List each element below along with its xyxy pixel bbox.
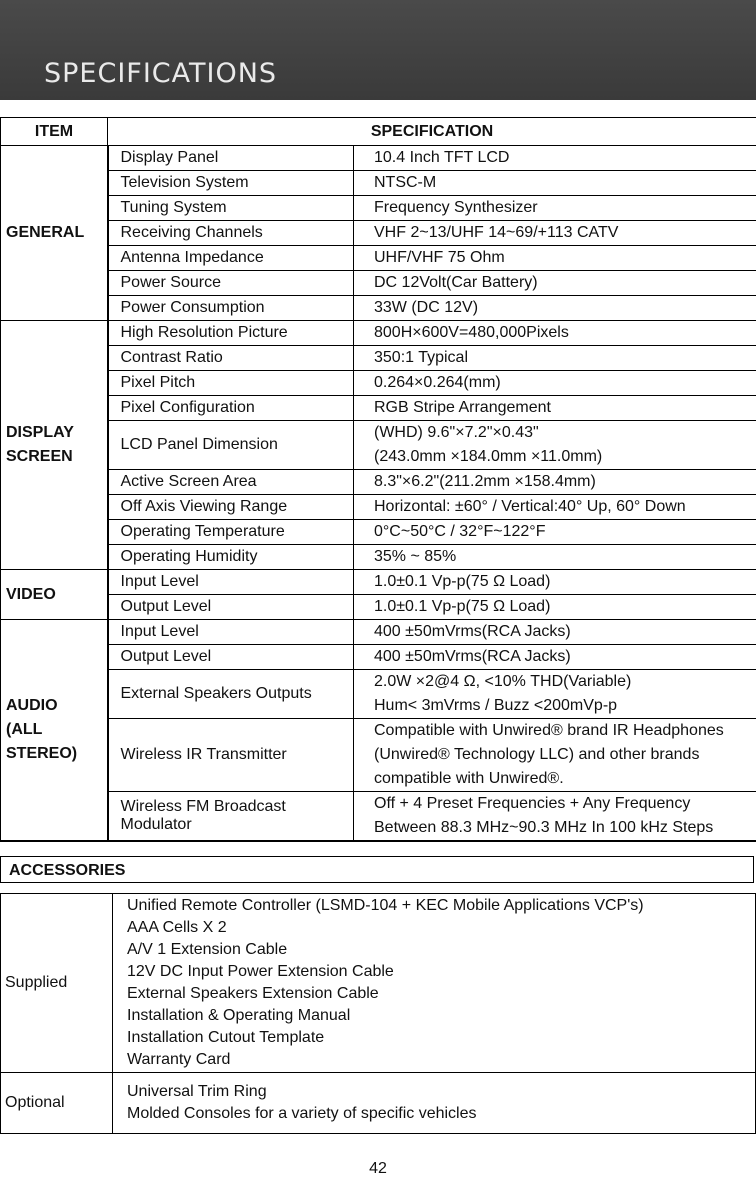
accessory-item: Universal Trim Ring <box>127 1083 267 1100</box>
spec-group-label <box>1 570 108 620</box>
spec-row <box>1 421 756 470</box>
spec-value <box>354 321 756 346</box>
spec-group-label <box>1 321 108 570</box>
spec-name: Power Consumption <box>108 296 354 321</box>
spec-value-line: 800H×600V=480,000Pixels <box>374 324 569 341</box>
group-label-line: STEREO) <box>6 745 78 762</box>
accessory-item: Warranty Card <box>127 1051 231 1068</box>
spec-name: Input Level <box>108 620 354 645</box>
spec-value-line: 33W (DC 12V) <box>374 299 479 316</box>
spec-row <box>1 296 756 321</box>
spec-row <box>1 495 756 520</box>
spec-value-line: 0°C~50°C / 32°F~122°F <box>374 523 546 540</box>
spec-value <box>354 792 756 842</box>
spec-value-line: Hum< 3mVrms / Buzz <200mVp-p <box>374 697 618 714</box>
spec-value-line: 1.0±0.1 Vp-p(75 Ω Load) <box>374 573 551 590</box>
spec-value <box>354 221 756 246</box>
col-item-header: ITEM <box>1 118 108 146</box>
page-number: 42 <box>369 1160 387 1177</box>
spec-value <box>354 146 756 171</box>
accessory-item: Molded Consoles for a variety of specific vehicles <box>127 1105 477 1122</box>
group-label-line: GENERAL <box>6 224 85 241</box>
spec-value <box>354 421 756 470</box>
spec-row <box>1 246 756 271</box>
spec-name: Output Level <box>108 595 354 620</box>
spec-value <box>354 620 756 645</box>
spec-value <box>354 645 756 670</box>
spec-row <box>1 645 756 670</box>
spec-name: Receiving Channels <box>108 221 354 246</box>
spec-value <box>354 271 756 296</box>
spec-value <box>354 296 756 321</box>
spec-value-line: (243.0mm ×184.0mm ×11.0mm) <box>374 448 603 465</box>
spec-name: Antenna Impedance <box>108 246 354 271</box>
page-title: SPECIFICATIONS <box>44 58 278 89</box>
spec-row <box>1 620 756 645</box>
spec-value <box>354 570 756 595</box>
accessory-item: Unified Remote Controller (LSMD-104 + KEC Mobile Applications VCP's) <box>127 897 644 914</box>
spec-value-line: NTSC-M <box>374 174 437 191</box>
spec-value-line: 8.3"×6.2"(211.2mm ×158.4mm) <box>374 473 596 490</box>
supplied-list <box>113 894 756 1073</box>
spec-value <box>354 520 756 545</box>
spec-value-line: 400 ±50mVrms(RCA Jacks) <box>374 648 571 665</box>
optional-list <box>113 1073 756 1134</box>
spec-name: Operating Humidity <box>108 545 354 570</box>
accessory-item: Installation & Operating Manual <box>127 1007 351 1024</box>
spec-value <box>354 495 756 520</box>
spec-row <box>1 196 756 221</box>
group-label-line: (ALL <box>6 721 43 738</box>
spec-value-line: 35% ~ 85% <box>374 548 457 565</box>
spec-value-line: 400 ±50mVrms(RCA Jacks) <box>374 623 571 640</box>
spec-value-line: Frequency Synthesizer <box>374 199 538 216</box>
spec-value <box>354 396 756 421</box>
spec-name: Active Screen Area <box>108 470 354 495</box>
accessories-title: ACCESSORIES <box>0 856 754 883</box>
spec-row <box>1 371 756 396</box>
spec-value <box>354 470 756 495</box>
spec-value-line: 2.0W ×2@4 Ω, <10% THD(Variable) <box>374 673 632 690</box>
spec-value-line: 0.264×0.264(mm) <box>374 374 501 391</box>
spec-row <box>1 520 756 545</box>
spec-row <box>1 271 756 296</box>
spec-value-line: Off + 4 Preset Frequencies + Any Frequency <box>374 795 691 812</box>
spec-value <box>354 595 756 620</box>
spec-value <box>354 171 756 196</box>
supplied-label: Supplied <box>1 894 113 1073</box>
accessory-item: External Speakers Extension Cable <box>127 985 379 1002</box>
spec-name: Television System <box>108 171 354 196</box>
spec-row <box>1 171 756 196</box>
spec-value-line: Between 88.3 MHz~90.3 MHz In 100 kHz Steps <box>374 819 714 836</box>
spec-value-line: compatible with Unwired®. <box>374 770 564 787</box>
spec-row <box>1 221 756 246</box>
header-banner <box>0 0 756 100</box>
spec-row <box>1 595 756 620</box>
spec-row <box>1 346 756 371</box>
accessory-item: A/V 1 Extension Cable <box>127 941 288 958</box>
spec-value-line: 10.4 Inch TFT LCD <box>374 149 510 166</box>
spec-row <box>1 545 756 570</box>
optional-label: Optional <box>1 1073 113 1134</box>
spec-value-line: Compatible with Unwired® brand IR Headphones <box>374 722 724 739</box>
group-label-line: SCREEN <box>6 448 73 465</box>
spec-row <box>1 470 756 495</box>
spec-value <box>354 371 756 396</box>
spec-value <box>354 196 756 221</box>
spec-value-line: (WHD) 9.6"×7.2"×0.43" <box>374 424 539 441</box>
spec-value <box>354 670 756 719</box>
spec-name: Output Level <box>108 645 354 670</box>
group-label-line: VIDEO <box>6 585 56 603</box>
accessory-item: AAA Cells X 2 <box>127 919 227 936</box>
accessories-table <box>0 893 756 1134</box>
spec-name: External Speakers Outputs <box>108 670 354 719</box>
accessory-item: 12V DC Input Power Extension Cable <box>127 963 394 980</box>
spec-value-line: Horizontal: ±60° / Vertical:40° Up, 60° Down <box>374 498 686 515</box>
spec-value-line: (Unwired® Technology LLC) and other brands <box>374 746 700 763</box>
spec-value-line: UHF/VHF 75 Ohm <box>374 249 505 266</box>
spec-row <box>1 146 756 171</box>
spec-name: Operating Temperature <box>108 520 354 545</box>
spec-name: Wireless IR Transmitter <box>108 719 354 792</box>
spec-value-line: VHF 2~13/UHF 14~69/+113 CATV <box>374 224 619 241</box>
spec-value <box>354 346 756 371</box>
spec-name: Contrast Ratio <box>108 346 354 371</box>
group-label-line: AUDIO <box>6 697 58 714</box>
spec-value-line: RGB Stripe Arrangement <box>374 399 551 416</box>
spec-name: Wireless FM Broadcast Modulator <box>108 792 354 842</box>
group-label-line: DISPLAY <box>6 424 74 441</box>
spec-name: LCD Panel Dimension <box>108 421 354 470</box>
accessory-item: Installation Cutout Template <box>127 1029 325 1046</box>
spec-table <box>0 117 756 842</box>
spec-row <box>1 792 756 842</box>
spec-name: Input Level <box>108 570 354 595</box>
spec-value-line: 350:1 Typical <box>374 349 468 366</box>
spec-value-line: 1.0±0.1 Vp-p(75 Ω Load) <box>374 598 551 615</box>
spec-value-line: DC 12Volt(Car Battery) <box>374 274 538 291</box>
spec-group-label <box>1 620 108 842</box>
spec-name: Off Axis Viewing Range <box>108 495 354 520</box>
spec-row <box>1 719 756 792</box>
spec-row <box>1 670 756 719</box>
spec-name: Power Source <box>108 271 354 296</box>
spec-value <box>354 719 756 792</box>
spec-name: Pixel Pitch <box>108 371 354 396</box>
spec-name: Tuning System <box>108 196 354 221</box>
spec-value <box>354 246 756 271</box>
spec-row <box>1 396 756 421</box>
spec-row <box>1 570 756 595</box>
spec-row <box>1 321 756 346</box>
spec-name: Display Panel <box>108 146 354 171</box>
spec-name: Pixel Configuration <box>108 396 354 421</box>
col-spec-header: SPECIFICATION <box>108 118 756 146</box>
spec-name: High Resolution Picture <box>108 321 354 346</box>
spec-value <box>354 545 756 570</box>
spec-group-label <box>1 146 108 321</box>
